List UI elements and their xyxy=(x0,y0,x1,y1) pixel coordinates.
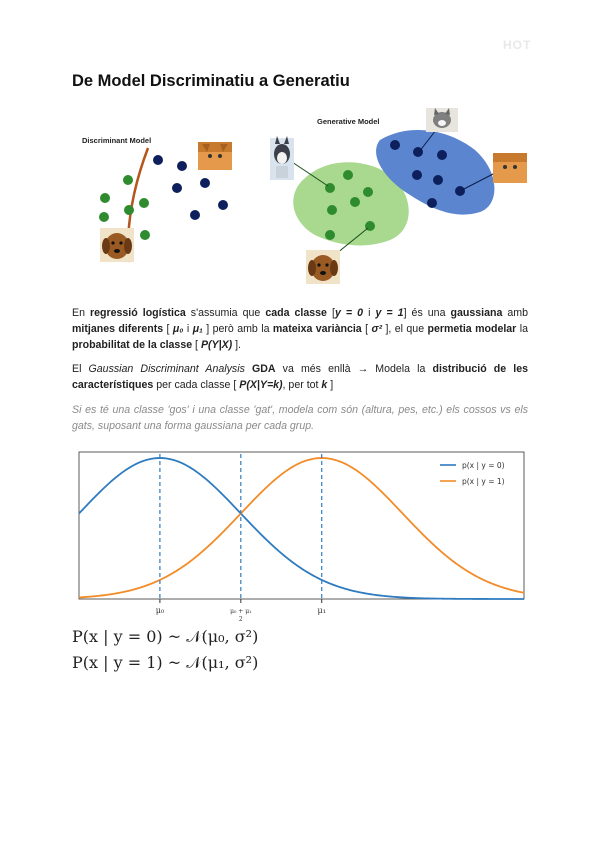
curves-group xyxy=(79,458,524,599)
paragraph-example: Si es té una classe 'gos' i una classe 'gat', modela com són (altura, pes, etc.) els cossos vs els gats, suposant una forma gaussiana per cada grup. xyxy=(72,404,528,432)
grey-cat-photo-icon xyxy=(426,108,458,132)
legend-label-y0: p(x | y = 0) xyxy=(462,461,505,470)
paragraph-logistic-regression: En regressió logística s'assumia que cada classe [y = 0 i y = 1] és una gaussiana amb mitjanes diferents [ μ₀ i μ₁ ] però amb la mateixa variància [ σ² ], el que permetia modelar la probabilitat de la classe [ P(Y|X) ]. xyxy=(72,307,529,351)
plot-frame xyxy=(79,452,524,599)
cat-photo-icon xyxy=(198,142,232,170)
dog-photo-icon xyxy=(100,228,134,262)
discriminant-label: Discriminant Model xyxy=(82,136,152,145)
mean-lines-group xyxy=(160,454,322,599)
gaussian-chart xyxy=(76,448,526,626)
x-ticks-group xyxy=(156,599,326,623)
page-title: De Model Discriminatiu a Generatiu xyxy=(72,72,350,90)
dog-photo-icon-generative xyxy=(306,250,340,284)
formulas xyxy=(72,624,258,676)
x-tick-label-1: 2 xyxy=(238,616,243,623)
x-tick-label-0: μ₀ xyxy=(155,606,165,615)
husky-photo-icon xyxy=(270,136,294,180)
x-tick-label-2: μ₁ xyxy=(317,606,326,615)
generative-label: Generative Model xyxy=(317,117,380,126)
x-tick-label-1: μ₀ + μ₁ xyxy=(230,608,252,615)
paragraph-gda: El Gaussian Discriminant Analysis GDA va més enllà → Modela la distribució de les característiques per cada classe [ P(X|Y=k), per tot k ] xyxy=(72,363,528,391)
series-line-0 xyxy=(79,458,524,599)
legend xyxy=(440,461,505,486)
series-line-1 xyxy=(79,458,524,597)
cat-photo-icon-generative xyxy=(493,153,527,183)
watermark: HOT xyxy=(503,38,532,52)
formula-y0: P(x | y = 0) ~ 𝒩(μ₀, σ²) xyxy=(72,627,259,646)
formula-y1: P(x | y = 1) ~ 𝒩(μ₁, σ²) xyxy=(72,653,259,672)
legend-label-y1: p(x | y = 1) xyxy=(462,477,505,486)
discriminative-vs-generative-figure xyxy=(70,100,530,290)
